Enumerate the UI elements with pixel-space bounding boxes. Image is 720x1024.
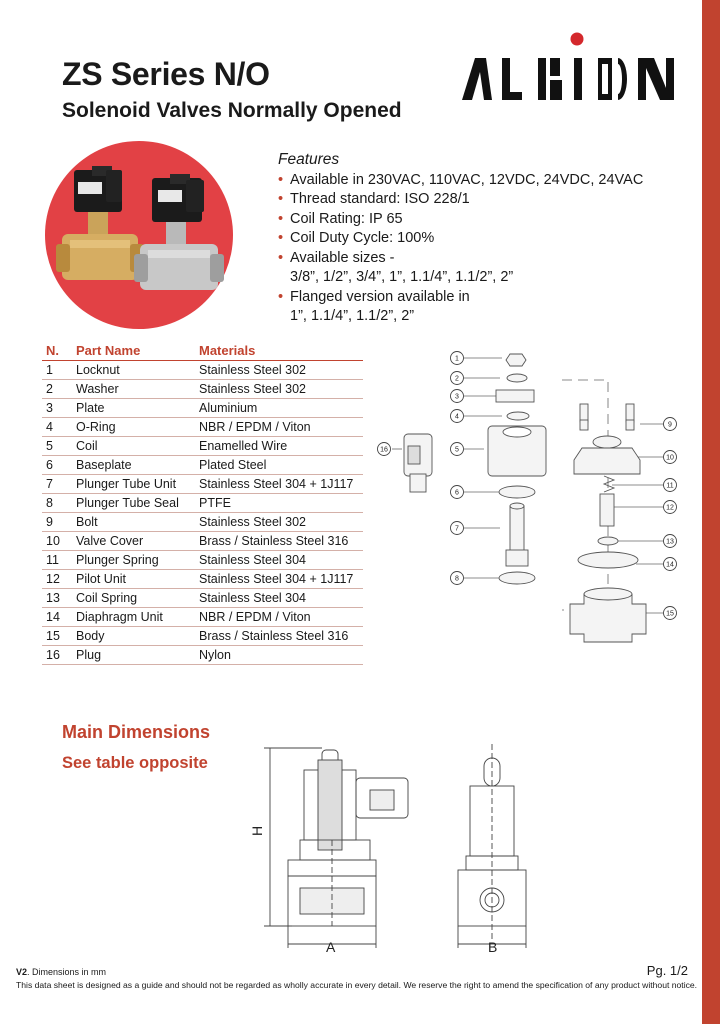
feature-item: • Available sizes - <box>278 249 643 269</box>
part-name-cell: Locknut <box>72 361 195 380</box>
callout-number: 2 <box>455 375 459 383</box>
part-number-cell: 7 <box>42 475 72 494</box>
feature-item: • Coil Duty Cycle: 100% <box>278 229 643 249</box>
part-name-cell: Bolt <box>72 513 195 532</box>
dimensions-note: . Dimensions in mm <box>27 967 107 977</box>
part-name-cell: Coil <box>72 437 195 456</box>
table-row <box>42 380 363 399</box>
table-header-row <box>42 342 363 361</box>
part-name-cell: Valve Cover <box>72 532 195 551</box>
features-heading: Features <box>278 151 340 168</box>
part-material-cell: Stainless Steel 304 + 1J117 <box>195 570 363 589</box>
part-material-cell: NBR / EPDM / Viton <box>195 418 363 437</box>
part-number-cell: 12 <box>42 570 72 589</box>
part-material-cell: NBR / EPDM / Viton <box>195 608 363 627</box>
part-name-cell: O-Ring <box>72 418 195 437</box>
part-name-cell: Plunger Tube Unit <box>72 475 195 494</box>
part-name-cell: Coil Spring <box>72 589 195 608</box>
callout-number: 12 <box>666 504 674 512</box>
feature-sizes-line <box>278 268 643 288</box>
part-number-cell: 9 <box>42 513 72 532</box>
part-number-cell: 4 <box>42 418 72 437</box>
page-subtitle: Solenoid Valves Normally Opened <box>62 99 402 122</box>
feature-item: • Flanged version available in <box>278 288 643 308</box>
part-number-cell: 2 <box>42 380 72 399</box>
callout-number: 10 <box>666 454 674 462</box>
table-row <box>42 494 363 513</box>
part-material-cell: Stainless Steel 304 <box>195 589 363 608</box>
part-name-cell: Plunger Spring <box>72 551 195 570</box>
part-material-cell: Stainless Steel 304 + 1J117 <box>195 475 363 494</box>
dimension-label-b: B <box>488 939 498 955</box>
part-material-cell: Brass / Stainless Steel 316 <box>195 532 363 551</box>
footnote <box>16 967 106 977</box>
exploded-view-diagram <box>372 346 690 642</box>
callout-number: 1 <box>455 355 459 363</box>
callout-number: 6 <box>455 489 459 497</box>
part-material-cell: Stainless Steel 302 <box>195 361 363 380</box>
callout-number: 5 <box>455 446 459 454</box>
page-number: Pg. 1/2 <box>646 963 688 978</box>
part-number-cell: 8 <box>42 494 72 513</box>
albion-logo <box>462 28 674 104</box>
part-number-cell: 3 <box>42 399 72 418</box>
parts-table-body <box>42 361 363 665</box>
col-header-part-name: Part Name <box>72 342 195 361</box>
part-number-cell: 6 <box>42 456 72 475</box>
parts-table <box>42 342 363 665</box>
table-row <box>42 513 363 532</box>
product-photo <box>44 140 234 330</box>
table-row <box>42 646 363 665</box>
callout-number: 4 <box>455 413 459 421</box>
brand-sidebar-stripe <box>702 0 720 1024</box>
feature-sizes-text: 3/8”, 1/2”, 3/4”, 1”, 1.1/4”, 1.1/2”, 2” <box>290 269 514 285</box>
feature-flanged-line <box>278 307 643 327</box>
part-number-cell: 16 <box>42 646 72 665</box>
callout-number: 3 <box>455 393 459 401</box>
features-list <box>278 171 643 327</box>
feature-flanged-text: 1”, 1.1/4”, 1.1/2”, 2” <box>290 308 415 324</box>
table-row <box>42 361 363 380</box>
part-material-cell: Nylon <box>195 646 363 665</box>
page-title: ZS Series N/O <box>62 56 270 92</box>
part-number-cell: 1 <box>42 361 72 380</box>
dimension-label-h: H <box>249 825 265 836</box>
table-row <box>42 475 363 494</box>
part-number-cell: 13 <box>42 589 72 608</box>
callout-number: 14 <box>666 561 674 569</box>
part-name-cell: Plate <box>72 399 195 418</box>
part-number-cell: 14 <box>42 608 72 627</box>
table-row <box>42 456 363 475</box>
table-row <box>42 608 363 627</box>
part-material-cell: Stainless Steel 302 <box>195 380 363 399</box>
part-number-cell: 5 <box>42 437 72 456</box>
part-name-cell: Body <box>72 627 195 646</box>
part-material-cell: PTFE <box>195 494 363 513</box>
table-row <box>42 551 363 570</box>
col-header-materials: Materials <box>195 342 363 361</box>
part-material-cell: Enamelled Wire <box>195 437 363 456</box>
table-row <box>42 627 363 646</box>
part-material-cell: Plated Steel <box>195 456 363 475</box>
table-row <box>42 418 363 437</box>
col-header-number: N. <box>42 342 72 361</box>
feature-item: • Thread standard: ISO 228/1 <box>278 190 643 210</box>
table-row <box>42 532 363 551</box>
part-name-cell: Plug <box>72 646 195 665</box>
dimension-drawing <box>249 740 552 955</box>
part-material-cell: Brass / Stainless Steel 316 <box>195 627 363 646</box>
features-section <box>278 150 643 327</box>
part-number-cell: 10 <box>42 532 72 551</box>
table-row <box>42 570 363 589</box>
callout-number: 9 <box>668 421 672 429</box>
part-name-cell: Washer <box>72 380 195 399</box>
feature-item: • Coil Rating: IP 65 <box>278 210 643 230</box>
version-label: V2 <box>16 967 28 977</box>
table-row <box>42 399 363 418</box>
main-dimensions-subtitle: See table opposite <box>62 754 208 772</box>
table-row <box>42 437 363 456</box>
callout-number: 7 <box>455 525 459 533</box>
part-name-cell: Plunger Tube Seal <box>72 494 195 513</box>
part-name-cell: Pilot Unit <box>72 570 195 589</box>
part-material-cell: Stainless Steel 302 <box>195 513 363 532</box>
part-number-cell: 11 <box>42 551 72 570</box>
part-name-cell: Baseplate <box>72 456 195 475</box>
disclaimer-text: This data sheet is designed as a guide and should not be regarded as wholly accurate in every detail. We reserve the right to amend the specification of any product without notice. <box>16 980 698 990</box>
part-material-cell: Aluminium <box>195 399 363 418</box>
table-row <box>42 589 363 608</box>
callout-number: 13 <box>666 538 674 546</box>
part-number-cell: 15 <box>42 627 72 646</box>
part-name-cell: Diaphragm Unit <box>72 608 195 627</box>
feature-item: • Available in 230VAC, 110VAC, 12VDC, 24VDC, 24VAC <box>278 171 643 191</box>
main-dimensions-title: Main Dimensions <box>62 722 211 742</box>
callout-number: 8 <box>455 575 459 583</box>
callout-number: 15 <box>666 610 674 618</box>
part-material-cell: Stainless Steel 304 <box>195 551 363 570</box>
callout-number: 11 <box>666 482 674 490</box>
callout-number: 16 <box>380 446 388 454</box>
dimension-label-a: A <box>326 939 336 955</box>
